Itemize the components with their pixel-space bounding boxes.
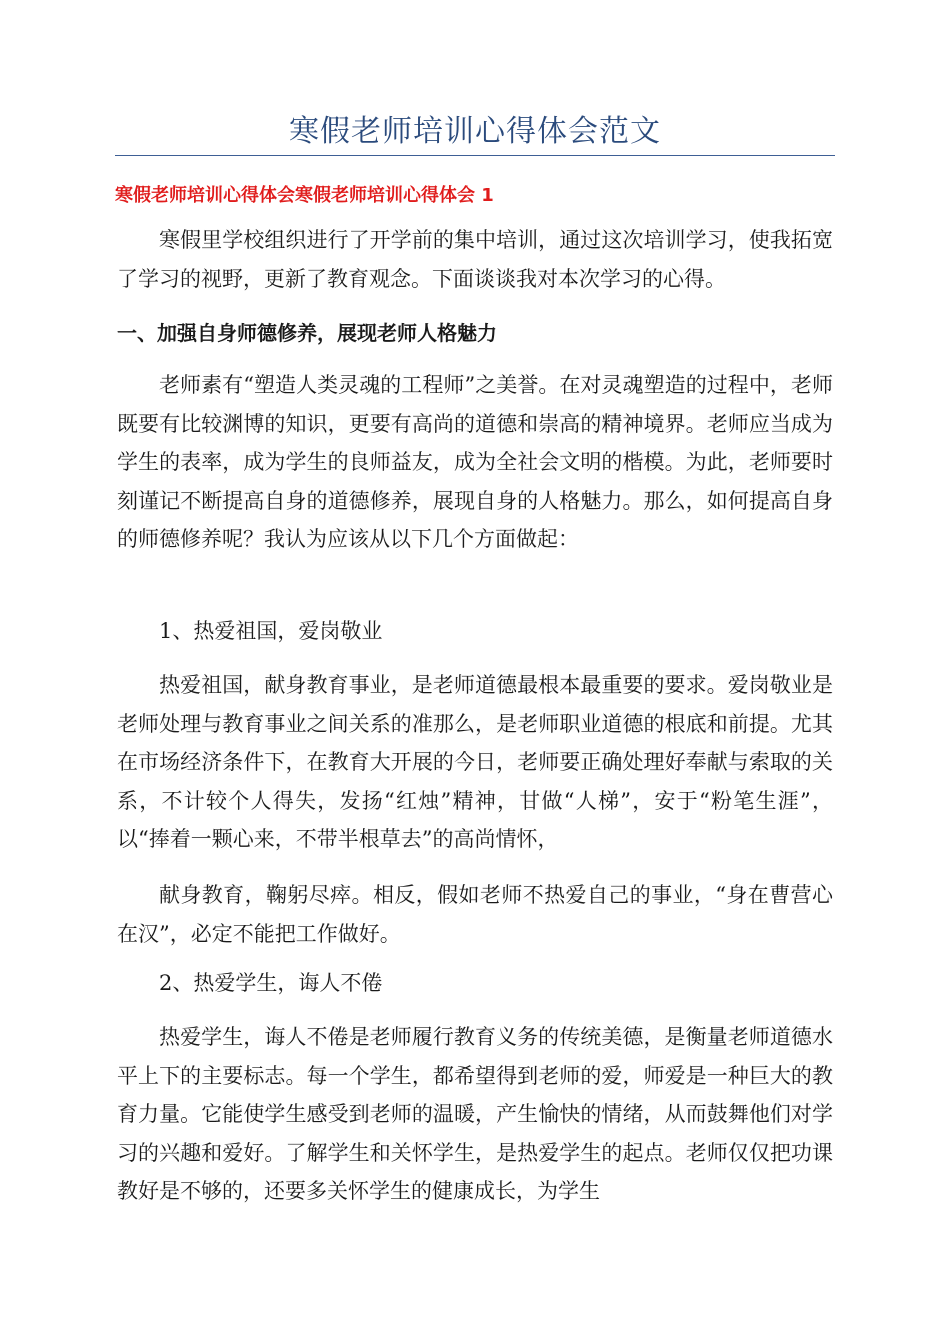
item1-heading: 1、热爱祖国，爱岗敬业: [159, 619, 383, 643]
intro-paragraph: 寒假里学校组织进行了开学前的集中培训，通过这次培训学习，使我拓宽了学习的视野，更新了教育观念。下面谈谈我对本次学习的心得。: [117, 228, 833, 291]
item1-paragraph-1: 热爱祖国，献身教育事业，是老师道德最根本最重要的要求。爱岗敬业是老师处理与教育事业之间关系的准那么，是老师职业道德的根底和前提。尤其在市场经济条件下，在教育大开展的今日，老师要正确处理好奉献与索取的关系，不计较个人得失，发扬“红烛”精神，甘做“人梯”，安于“粉笔生涯”，以“捧着一颗心来，不带半根草去”的高尚情怀，: [117, 673, 833, 851]
item1-paragraph-2: 献身教育，鞠躬尽瘁。相反，假如老师不热爱自己的事业，“身在曹营心在汉”，必定不能把工作做好。: [117, 883, 833, 946]
item2-paragraph: 热爱学生，诲人不倦是老师履行教育义务的传统美德，是衡量老师道德水平上下的主要标志。每一个学生，都希望得到老师的爱，师爱是一种巨大的教育力量。它能使学生感受到老师的温暖，产生愉快的情绪，从而鼓舞他们对学习的兴趣和爱好。了解学生和关怀学生，是热爱学生的起点。老师仅仅把功课教好是不够的，还要多关怀学生的健康成长，为学生: [117, 1025, 833, 1203]
section1-paragraph: 老师素有“塑造人类灵魂的工程师”之美誉。在对灵魂塑造的过程中，老师既要有比较渊博的知识，更要有高尚的道德和崇高的精神境界。老师应当成为学生的表率，成为学生的良师益友，成为全社会文明的楷模。为此，老师要时刻谨记不断提高自身的道德修养，展现自身的人格魅力。那么，如何提高自身的师德修养呢？我认为应该从以下几个方面做起：: [117, 373, 833, 551]
item2-heading: 2、热爱学生，诲人不倦: [159, 971, 383, 995]
section-subtitle: 寒假老师培训心得体会寒假老师培训心得体会 1: [115, 185, 494, 206]
section1-heading: 一、加强自身师德修养，展现老师人格魅力: [117, 321, 497, 345]
title-underline: [115, 155, 835, 156]
document-title: 寒假老师培训心得体会范文: [289, 114, 661, 149]
